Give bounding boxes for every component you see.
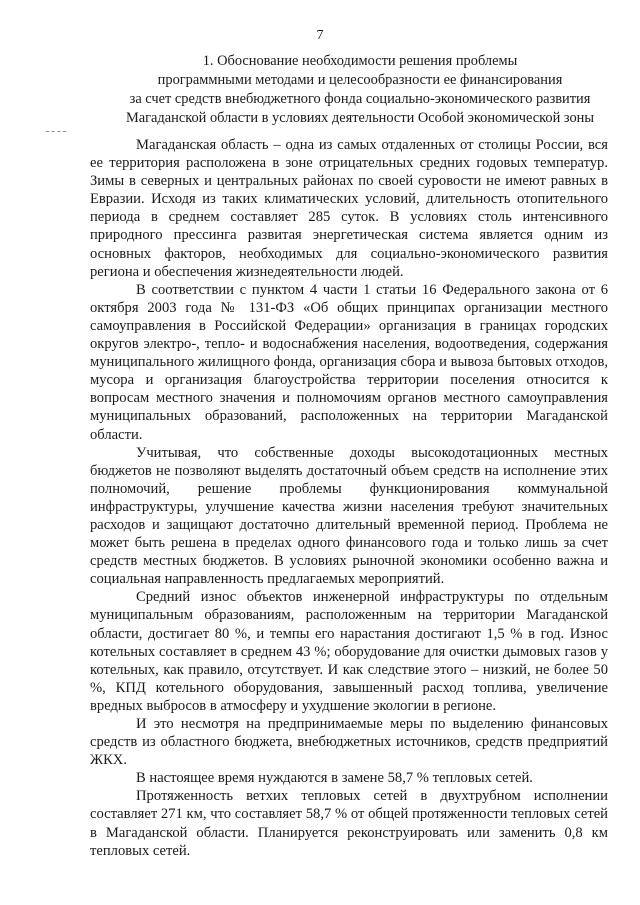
body-text — [90, 136, 608, 860]
paragraph-infrastructure-wear: Средний износ объектов инженерной инфраструктуры по отдельным муниципальным образованиям, расположенным на территории Магаданской области, достигает 80 %, и темпы его нарастания достигают 1,5 % в год. Износ котельных составляет в среднем 43 %; оборудование для очистки дымовых газов у котельных, как правило, отсутствует. И как следствие этого – низкий, не более 50 %, КПД котельного оборудования, завышенный расход топлива, увеличение вредных выбросов в атмосферу и ухудшение экологии в регионе. — [90, 589, 608, 714]
paragraph-federal-law: В соответствии с пунктом 4 части 1 статьи 16 Федерального закона от 6 октября 2003 года № 131-ФЗ «Об общих принципах организации местного самоуправления в Российской Федерации» организация в границах городских округов электро-, тепло- и водоснабжения населения, водоотведения, содержания муниципального жилищного фонда, организация сбора и вывоза бытовых отходов, мусора и организация благоустройства территории поселения относится к вопросам местного значения и полномочиям органов местного самоуправления муниципальных образований, расположенных на территории Магаданской области. — [90, 281, 609, 443]
heading-line-3: за счет средств внебюджетного фонда социально-экономического развития — [129, 91, 591, 107]
heading-line-2: программными методами и целесообразности ее финансирования — [157, 72, 563, 88]
paragraph-measures: И это несмотря на предпринимаемые меры по выделению финансовых средств из областного бюджета, внебюджетных источников, средств предприятий ЖКХ. — [90, 716, 608, 769]
paragraph-replacement: В настоящее время нуждаются в замене 58,7 % тепловых сетей. — [136, 770, 533, 787]
heading-line-4: Магаданской области в условиях деятельности Особой экономической зоны — [125, 110, 595, 126]
heading-line-1: 1. Обоснование необходимости решения проблемы — [202, 53, 518, 69]
section-heading — [80, 52, 640, 128]
page-number: 7 — [316, 28, 324, 43]
margin-mark — [46, 131, 66, 132]
paragraph-budgets: Учитывая, что собственные доходы высокодотационных местных бюджетов не позволяют выделять достаточный объем средств на исполнение этих полномочий, решение проблемы функционирования коммунальной инфраструктуры, улучшение качества жизни населения требуют значительных расходов и защищают достаточно длительный временной период. Проблема не может быть решена в пределах одного финансового года и только лишь за счет средств местных бюджетов. В условиях рыночной экономики особенно важна и социальная направленность предлагаемых мероприятий. — [90, 444, 608, 588]
paragraph-climate: Магаданская область – одна из самых отдаленных от столицы России, вся ее территория расположена в зоне отрицательных средних годовых температур. Зимы в северных и центральных районах по своей суровости не имеют равных в Евразии. Исходя из таких климатических условий, длительность отопительного периода в среднем составляет 285 суток. В условиях столь интенсивного природного прессинга развитая энергетическая система является одним из основных факторов, необходимых для социально-экономического развития региона и обеспечения жизнедеятельности людей. — [90, 137, 608, 280]
paragraph-heating-networks: Протяженность ветхих тепловых сетей в двухтрубном исполнении составляет 271 км, что составляет 58,7 % от общей протяженности тепловых сетей в Магаданской области. Планируется реконструировать или заменить 0,8 км тепловых сетей. — [90, 788, 608, 859]
